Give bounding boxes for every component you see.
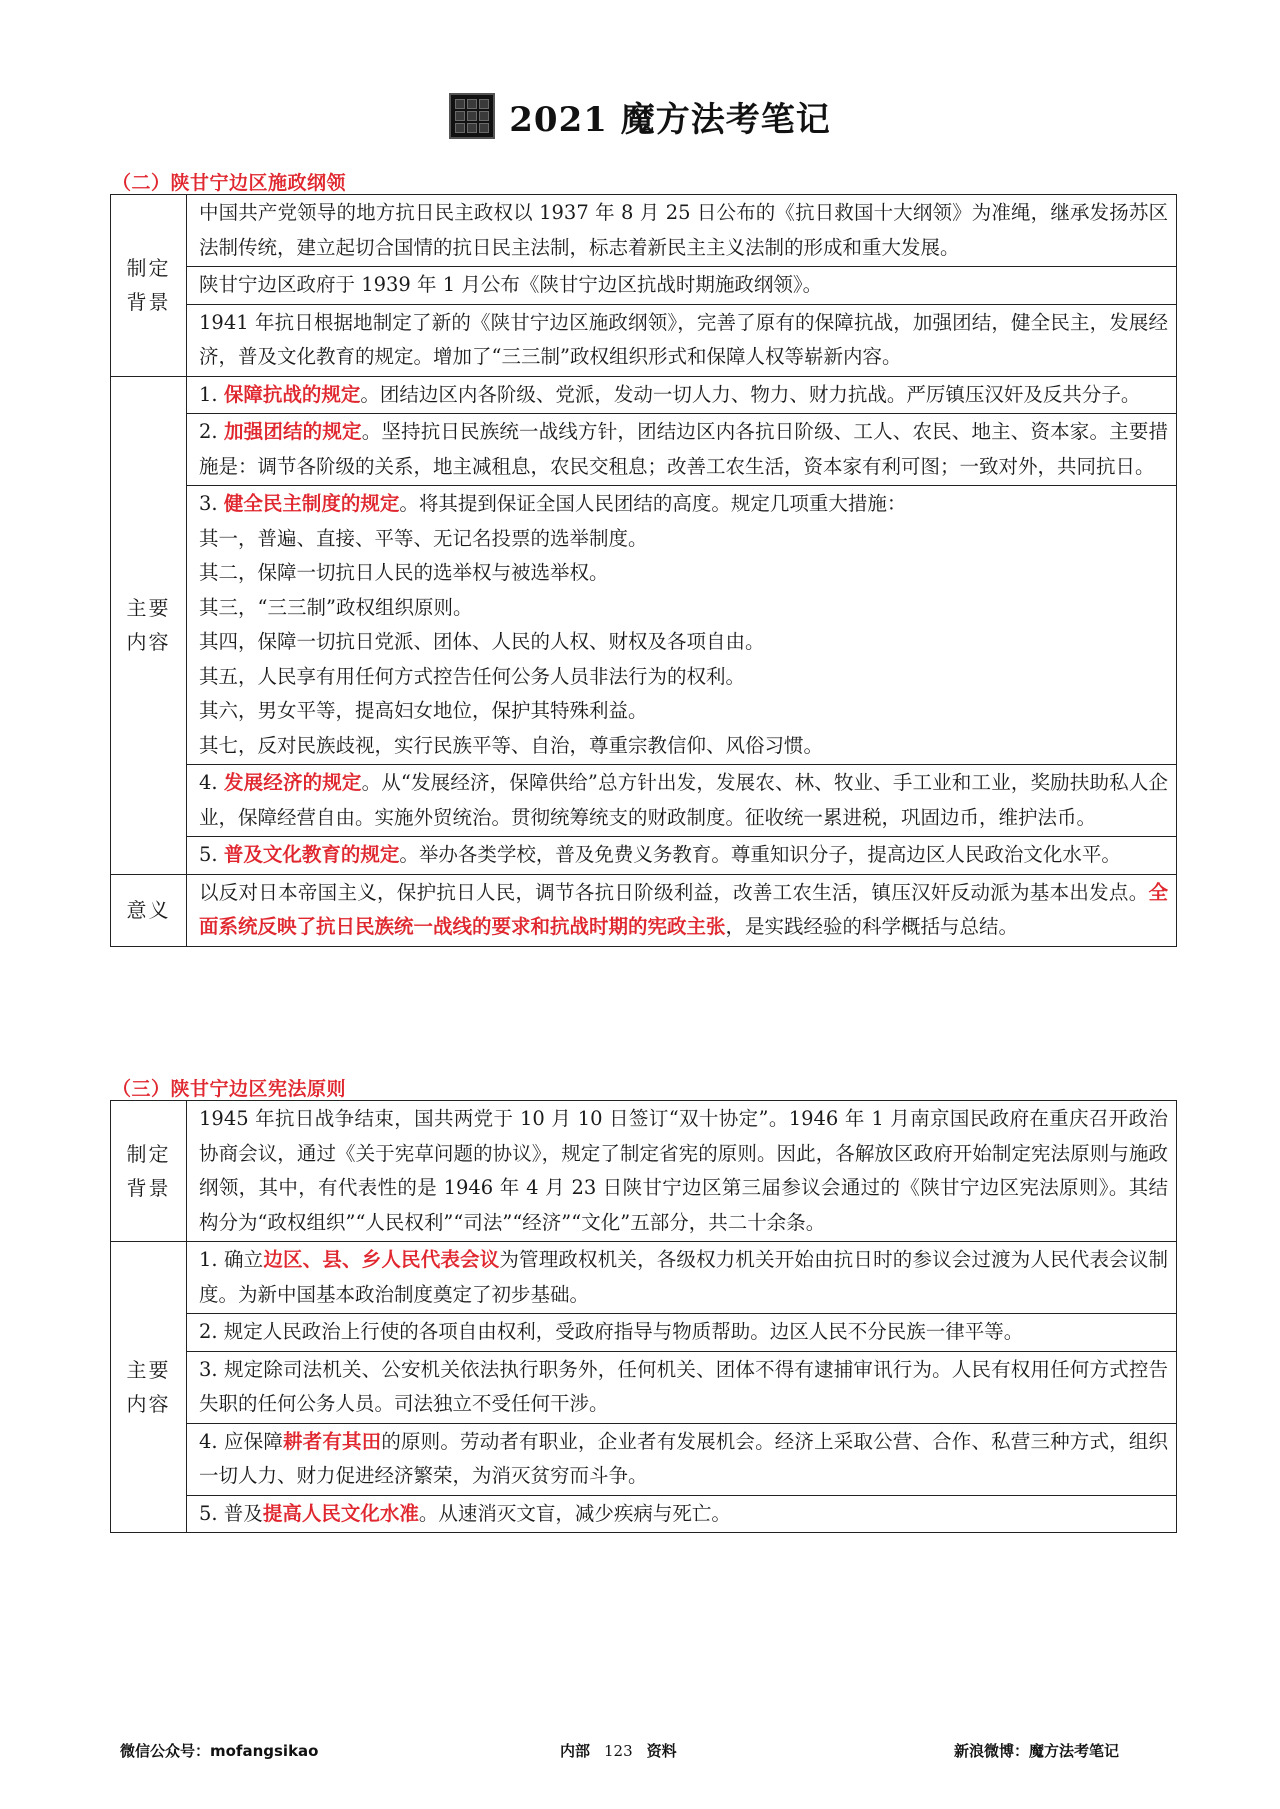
measure-5: 其五，人民享有用任何方式控告任何公务人员非法行为的权利。 (199, 664, 746, 688)
content-item-2: 2. 规定人民政治上行使的各项自由权利，受政府指导与物质帮助。边区人民不分民族一律平等。 (187, 1314, 1177, 1352)
page-header (0, 88, 1280, 144)
label-background: 制定 背景 (111, 195, 187, 377)
highlight-text: 全面系统反映了抗日民族统一战线的要求和抗战时期的宪政主张 (199, 880, 1168, 938)
page-number-block: 内部 123 资料 (560, 1742, 677, 1760)
measure-3: 其三，“三三制”政权组织原则。 (199, 595, 473, 619)
measure-4: 其四，保障一切抗日党派、团体、人民的人权、财权及各项自由。 (199, 630, 765, 653)
label-main-content: 主要 内容 (111, 376, 187, 874)
content-item-3: 3. 规定除司法机关、公安机关依法执行职务外，任何机关、团体不得有逮捕审讯行为。人民有权用任何方式控告失职的任何公务人员。司法独立不受任何干涉。 (187, 1351, 1177, 1423)
document-title: 2021 魔方法考笔记 (509, 99, 831, 140)
significance-text: 以反对日本帝国主义，保护抗日人民，调节各抗日阶级利益，改善工农生活，镇压汉奸反动派为基本出发点。全面系统反映了抗日民族统一战线的要求和抗战时期的宪政主张，是实践经验的科学概括与总结。 (187, 874, 1177, 946)
background-row-3: 1941 年抗日根据地制定了新的《陕甘宁边区施政纲领》，完善了原有的保障抗战，加强团结，健全民主，发展经济，普及文化教育的规定。增加了“三三制”政权组织形式和保障人权等崭新内容。 (187, 304, 1177, 376)
content-item-2: 2. 加强团结的规定。坚持抗日民族统一战线方针，团结边区内各抗日阶级、工人、农民、地主、资本家。主要措施是：调节各阶级的关系，地主减租息，农民交租息；改善工农生活，资本家有利可图；一致对外，共同抗日。 (187, 414, 1177, 486)
weibo-account: 新浪微博：魔方法考笔记 (954, 1742, 1120, 1760)
label-significance: 意义 (111, 874, 187, 946)
highlight-text: 加强团结的规定 (223, 420, 362, 443)
measure-2: 其二，保障一切抗日人民的选举权与被选举权。 (199, 561, 609, 584)
label-background: 制定 背景 (111, 1101, 187, 1242)
content-item-4: 4. 应保障耕者有其田的原则。劳动者有职业，企业者有发展机会。经济上采取公营、合作、私营三种方式，组织一切人力、财力促进经济繁荣，为消灭贫穷而斗争。 (187, 1423, 1177, 1495)
highlight-text: 边区、县、乡人民代表会议 (263, 1248, 500, 1271)
section-3-table (110, 1100, 1177, 1533)
highlight-text: 健全民主制度的规定 (223, 492, 400, 515)
section-2-table (110, 194, 1177, 947)
page-footer (0, 1740, 1280, 1764)
content-item-1: 1. 确立边区、县、乡人民代表会议为管理政权机关，各级权力机关开始由抗日时的参议会过渡为人民代表会议制度。为新中国基本政治制度奠定了初步基础。 (187, 1242, 1177, 1314)
background-row-1: 中国共产党领导的地方抗日民主政权以 1937 年 8 月 25 日公布的《抗日救国十大纲领》为准绳，继承发扬苏区法制传统，建立起切合国情的抗日民主法制，标志着新民主主义法制的形成和重大发展。 (187, 195, 1177, 267)
page-number: 123 (604, 1742, 633, 1760)
section-title-3: （三）陕甘宁边区宪法原则 (112, 1078, 347, 1100)
content-item-5: 5. 普及提高人民文化水准。从速消灭文盲，减少疾病与死亡。 (187, 1495, 1177, 1533)
content-item-1: 1. 保障抗战的规定。团结边区内各阶级、党派，发动一切人力、物力、财力抗战。严厉镇压汉奸及反共分子。 (187, 376, 1177, 414)
background-text: 1945 年抗日战争结束，国共两党于 10 月 10 日签订“双十协定”。1946 年 1 月南京国民政府在重庆召开政治协商会议，通过《关于宪草问题的协议》，规定了制定省宪的原则。因此，各解放区政府开始制定宪法原则与施政纲领，其中，有代表性的是 1946 年 4 月 23 日陕甘宁边区第三届参议会通过的《陕甘宁边区宪法原则》。其结构分为“政权组织”“人民权利”“司法”“经济”“文化”五部分，共二十余条。 (187, 1101, 1177, 1242)
rubiks-cube-icon (449, 93, 495, 139)
content-item-4: 4. 发展经济的规定。从“发展经济，保障供给”总方针出发，发展农、林、牧业、手工业和工业，奖励扶助私人企业，保障经营自由。实施外贸统治。贯彻统筹统支的财政制度。征收统一累进税，巩固边币，维护法币。 (187, 765, 1177, 837)
highlight-text: 提高人民文化水准 (262, 1501, 419, 1525)
highlight-text: 普及文化教育的规定 (223, 843, 400, 866)
section-title-2: （二）陕甘宁边区施政纲领 (112, 172, 347, 194)
measure-1: 其一，普遍、直接、平等、无记名投票的选举制度。 (199, 526, 648, 550)
content-item-3: 3. 健全民主制度的规定。将其提到保证全国人民团结的高度。规定几项重大措施： 其一，普遍、直接、平等、无记名投票的选举制度。 其二，保障一切抗日人民的选举权与被选举权。 其三，“三三制”政权组织原则。 其四，保障一切抗日党派、团体、人民的人权、财权及各项自由。 其五，人民享有用任何方式控告任何公务人员非法行为的权利。 其六，男女平等，提高妇女地位，保护其特殊利益。 其七，反对民族歧视，实行民族平等、自治，尊重宗教信仰、风俗习惯。 (187, 486, 1177, 765)
highlight-text: 发展经济的规定 (223, 771, 362, 794)
label-main-content: 主要 内容 (111, 1242, 187, 1533)
background-row-2: 陕甘宁边区政府于 1939 年 1 月公布《陕甘宁边区抗战时期施政纲领》。 (187, 267, 1177, 305)
measure-7: 其七，反对民族歧视，实行民族平等、自治，尊重宗教信仰、风俗习惯。 (199, 733, 824, 757)
measure-6: 其六，男女平等，提高妇女地位，保护其特殊利益。 (199, 699, 648, 722)
wechat-account: 微信公众号：mofangsikao (120, 1742, 319, 1760)
content-item-5: 5. 普及文化教育的规定。举办各类学校，普及免费义务教育。尊重知识分子，提高边区人民政治文化水平。 (187, 837, 1177, 875)
highlight-text: 保障抗战的规定 (223, 382, 361, 406)
highlight-text: 耕者有其田 (282, 1429, 382, 1453)
